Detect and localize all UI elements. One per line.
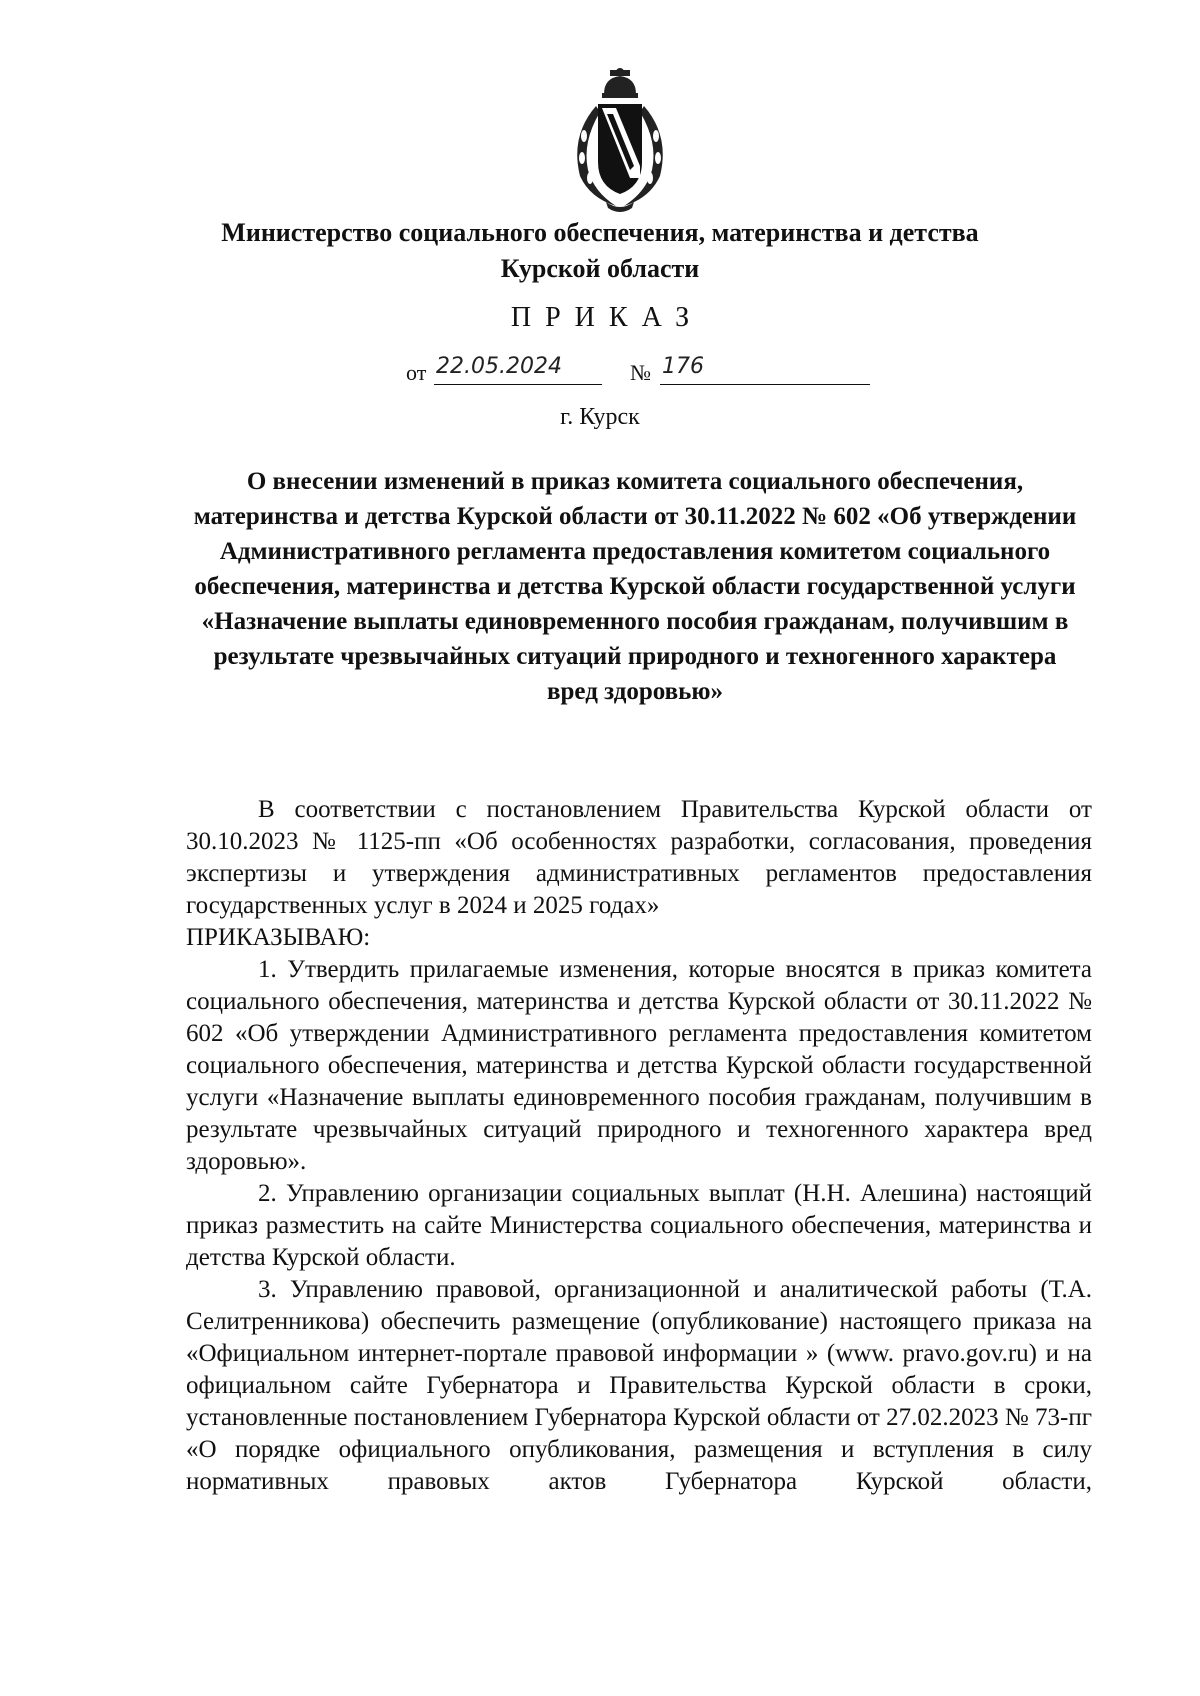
coat-of-arms-emblem bbox=[560, 66, 680, 216]
organization-name bbox=[140, 215, 1060, 287]
date-number-line bbox=[406, 354, 876, 388]
coat-of-arms-icon bbox=[560, 66, 680, 216]
date-underline bbox=[434, 384, 602, 385]
item-2-paragraph: 2. Управлению организации социальных выплат (Н.Н. Алешина) настоящий приказ разместить на сайте Министерства социального обеспечения, материнства и детства Курской области. bbox=[186, 1180, 1092, 1271]
order-word: ПРИКАЗЫВАЮ: bbox=[186, 924, 371, 951]
date-label: от bbox=[406, 360, 427, 385]
document-type-title: ПРИКАЗ bbox=[510, 302, 704, 333]
number-value: 176 bbox=[662, 354, 704, 379]
document-subject-heading: О внесении изменений в приказ комитета социального обеспечения, материнства и детства Курской области от 30.11.2022 № 602 «Об утверждении Административного регламента предоставления комитетом социального обеспечения, материнства и детства Курской области государственной услуги «Назначение выплаты единовременного пособия гражданам, получившим в результате чрезвычайных ситуаций природного и техногенного характера вред здоровью» bbox=[193, 468, 1077, 705]
date-value: 22.05.2024 bbox=[436, 354, 562, 379]
organization-line-2: Курской области bbox=[500, 254, 700, 283]
document-body bbox=[186, 794, 1092, 1498]
number-underline bbox=[660, 384, 870, 385]
item-3-paragraph: 3. Управлению правовой, организационной и аналитической работы (Т.А. Селитренникова) обеспечить размещение (опубликование) настоящего приказа на «Официальном интернет-портале правовой информации » (www. pravo.gov.ru) и на официальном сайте Губернатора и Правительства Курской области в сроки, установленные постановлением Губернатора Курской области от 27.02.2023 № 73-пг «О порядке официального опубликования, размещения и вступления в силу нормативных правовых актов Губернатора Курской области, bbox=[186, 1276, 1092, 1495]
city-line: г. Курск bbox=[560, 404, 640, 430]
preamble-paragraph: В соответствии с постановлением Правительства Курской области от 30.10.2023 № 1125-пп «Об особенностях разработки, согласования, проведения экспертизы и утверждения административных регламентов предоставления государственных услуг в 2024 и 2025 годах» bbox=[186, 796, 1092, 919]
item-1-paragraph: 1. Утвердить прилагаемые изменения, которые вносятся в приказ комитета социального обеспечения, материнства и детства Курской области от 30.11.2022 № 602 «Об утверждении Административного регламента предоставления комитетом социального обеспечения, материнства и детства Курской области государственной услуги «Назначение выплаты единовременного пособия гражданам, получившим в результате чрезвычайных ситуаций природного и техногенного характера вред здоровью». bbox=[186, 956, 1092, 1175]
organization-line-1: Министерство социального обеспечения, материнства и детства bbox=[221, 218, 979, 247]
number-label: № bbox=[630, 360, 651, 385]
